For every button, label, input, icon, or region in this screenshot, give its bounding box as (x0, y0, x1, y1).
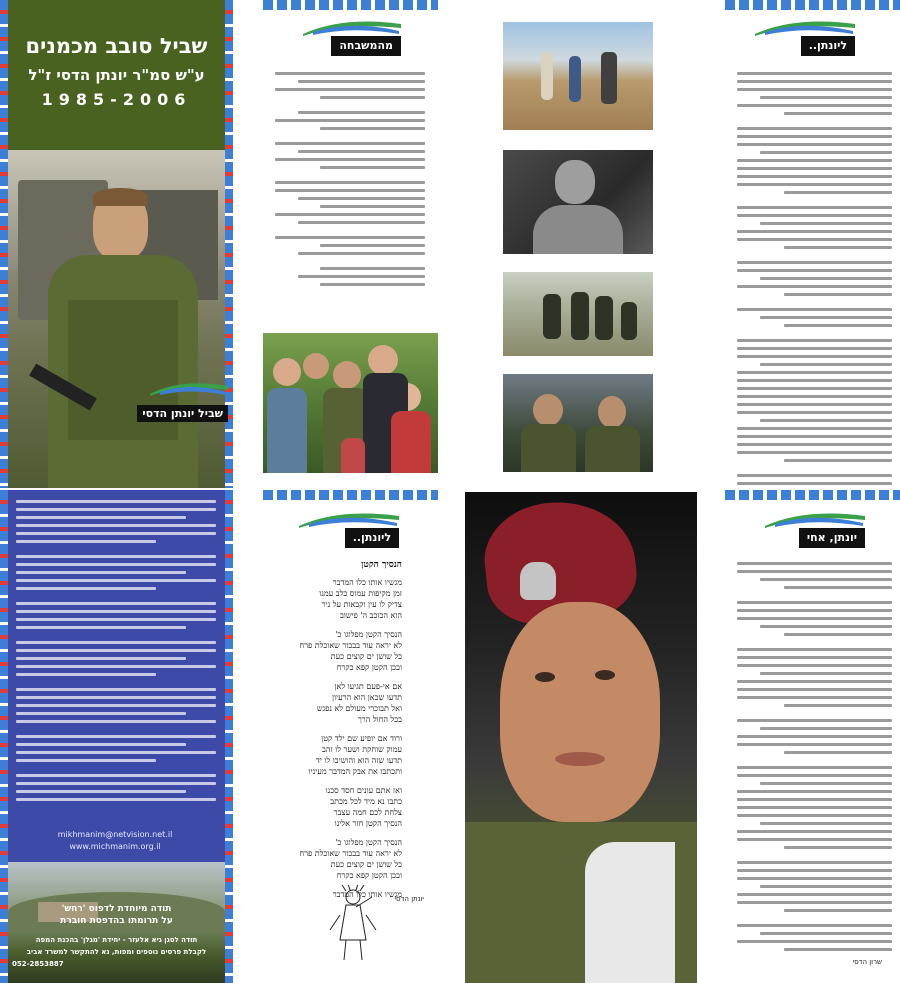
family-logo-tag: מהמשבחה (331, 36, 401, 56)
letter-top-border (725, 0, 900, 10)
cover-header (8, 0, 225, 150)
logo-swoosh-icon (765, 510, 865, 528)
cover-years: 1985-2006 (41, 90, 192, 109)
poem-stanza: מגשיו אותו כלו המדבר (332, 890, 402, 899)
cover-subtitle: ע"ש סמ"ר יונתן הדסי ז"ל (28, 66, 205, 84)
photo-strip-panel (503, 22, 653, 482)
cover-title: שביל סובב מכמנים (25, 34, 208, 58)
back-footer-1: תודה לסגן גיא אלעזר - יחידת 'מגלן' בהכנת המפה (35, 936, 198, 944)
family-top-border (263, 0, 438, 10)
letter-panel-top (725, 0, 900, 488)
hikers-photo (503, 22, 653, 130)
poem-stanza: ורוד אם יופיע שם ילד קטן עמוק שוחקת ושער לו זהב תדעו שזה הוא והושיבו לו יד ותכתבו את אבק המדבר מעיניו (308, 734, 402, 776)
letter-signoff: שרון הדסי (852, 958, 882, 966)
logo-swoosh-icon (150, 380, 228, 396)
poem-top-border (263, 490, 438, 500)
family-group-photo (263, 333, 438, 473)
poem-title: הנסיך הקטן (361, 560, 402, 570)
logo-swoosh-icon (303, 18, 401, 36)
soldiers-closeup-photo (503, 374, 653, 472)
little-prince-icon (328, 885, 378, 965)
letter-logo-tag: ליונתן.. (801, 36, 855, 56)
brother-text (737, 562, 892, 956)
poem-stanza: הנסיך הקטן מפלוגו כ' לא יראה עוד בבכור שאוכלת פרח כל שושן ים קוצים כעת ובכן הקטן קפא כקרח (299, 838, 402, 880)
portrait-photo (465, 492, 697, 983)
brother-logo (765, 510, 865, 548)
poem-stanza: הנסיך הקטן מפלוגו כ' לא יראה עוד בבכור שאוכלת פרח כל שושן ים קוצים כעת ובכן הקטן קפא כקרח (299, 630, 402, 672)
back-left-border (0, 490, 8, 983)
poem-signature: יונתן הדסי (394, 895, 424, 903)
brother-logo-tag: יונתן, אחי (799, 528, 865, 548)
back-footer-2: לקבלת פרסים נוספים ומפות, נא להתקשר למשרד אביב (26, 948, 207, 956)
soldiers-march-photo (503, 272, 653, 356)
back-text-body (16, 500, 216, 813)
family-text (275, 72, 425, 291)
back-contact-website[interactable]: www.michmanim.org.il (69, 842, 161, 851)
back-thanks-2: על תרומתו בהדפסת חוברת (60, 916, 173, 926)
family-logo (303, 18, 401, 56)
back-contact-email[interactable]: mikhmanim@netvision.net.il (57, 830, 173, 839)
brother-panel (725, 490, 900, 983)
poem-stanza: ואז אתם עונים חסד סכנו כתבו נא מיד לכל מכתב צלחת לכם חמה עצבר הנסיך הקטן חזר אלינו (325, 786, 402, 828)
cover-badge-label: שביל יונתן הדסי (137, 405, 228, 422)
logo-swoosh-icon (755, 18, 855, 36)
back-footer-phone: 052-2853887 (12, 960, 64, 968)
back-panel (0, 490, 233, 983)
poem-logo (299, 510, 399, 548)
brother-top-border (725, 490, 900, 500)
poem-stanza: מגשיו אותו כלו המדבר זמן מקיפות עמוס כלב עמנו צדיק לו עין וקבאות על ניר הוא הכוכב ה' פישוב (319, 578, 402, 620)
cover-left-border (0, 0, 8, 488)
poem-block (282, 560, 402, 900)
cover-panel (0, 0, 233, 488)
poem-stanza: אם אי-פעם תגיעו לאן תדעו שכאן הוא הרעיון ואל תבוכרי מעולם לא נפגש בכל החול הרך (316, 682, 402, 724)
letter-text-top (737, 72, 892, 488)
letter-logo (755, 18, 855, 56)
back-right-border (225, 490, 233, 983)
poem-panel (263, 490, 438, 983)
logo-swoosh-icon (299, 510, 399, 528)
poem-logo-tag: ליונתן.. (345, 528, 399, 548)
cover-soldier-photo (8, 150, 225, 488)
cover-badge (142, 380, 228, 422)
family-panel (263, 0, 438, 488)
swimming-photo (503, 150, 653, 254)
back-thanks-1: תודה מיוחדת לדפוס 'רחש' (61, 904, 172, 914)
